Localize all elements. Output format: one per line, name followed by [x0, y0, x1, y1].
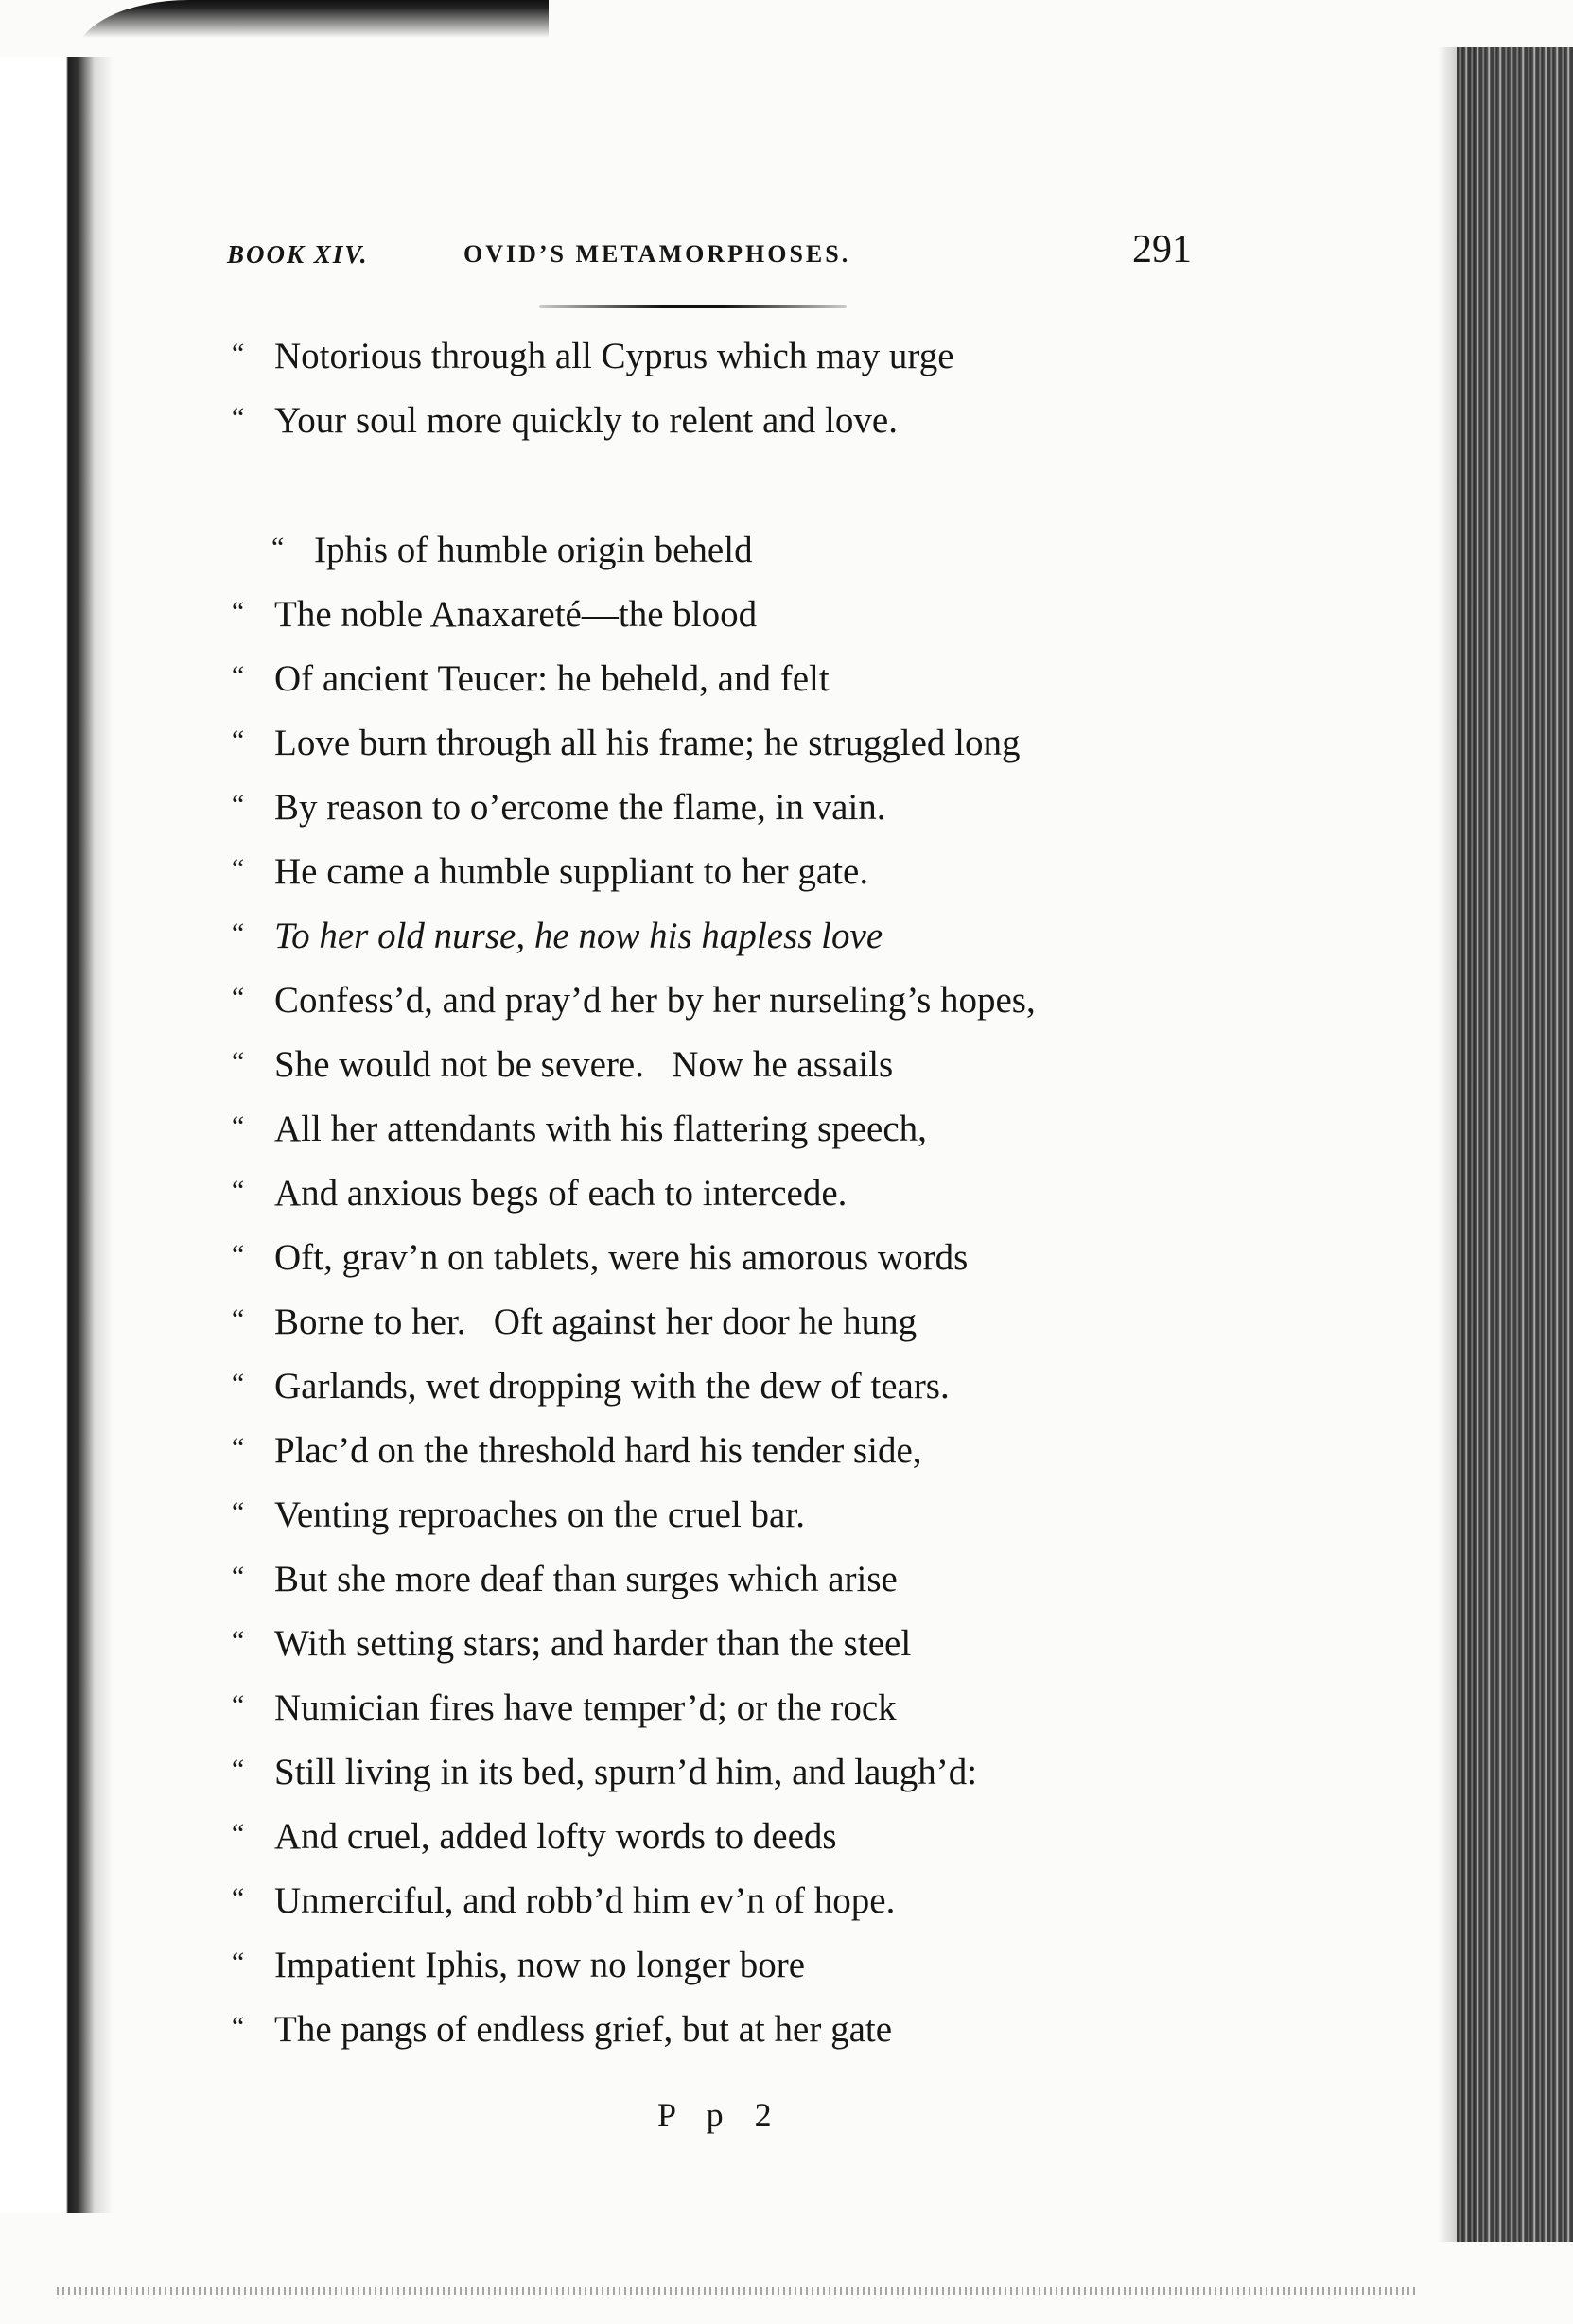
- quote-mark: “: [232, 1046, 245, 1077]
- verse-line: “ All her attendants with his flattering speech,: [232, 1104, 927, 1152]
- verse-line: “ Love burn through all his frame; he struggled long: [232, 718, 1021, 766]
- verse-line: “ Of ancient Teucer: he beheld, and felt: [232, 654, 830, 702]
- quote-mark: “: [232, 853, 245, 884]
- scan-shadow-left: [0, 57, 114, 2213]
- verse-line: “ Confess’d, and pray’d her by her nurseling’s hopes,: [232, 975, 1036, 1023]
- verse-line: “ Numician fires have temper’d; or the rock: [232, 1683, 897, 1731]
- verse-line: “ With setting stars; and harder than the steel: [232, 1618, 911, 1667]
- quote-mark: “: [232, 1175, 245, 1206]
- quote-mark: “: [232, 789, 245, 820]
- quote-mark: “: [232, 2011, 245, 2042]
- verse-line: “ Iphis of humble origin beheld: [271, 525, 753, 573]
- bottom-scan-noise: [57, 2287, 1419, 2295]
- quote-mark: “: [232, 596, 245, 627]
- verse-line: “ Borne to her. Oft against her door he hung: [232, 1297, 917, 1345]
- verse-line: “ Notorious through all Cyprus which may urge: [232, 331, 954, 379]
- quote-mark: “: [232, 1432, 245, 1463]
- quote-mark: “: [232, 1689, 245, 1721]
- book-label: BOOK XIV.: [227, 240, 369, 269]
- verse-line: “ She would not be severe. Now he assails: [232, 1040, 893, 1088]
- quote-mark: “: [232, 1818, 245, 1849]
- quote-mark: “: [232, 338, 245, 369]
- quote-mark: “: [232, 660, 245, 691]
- verse-line: “ But she more deaf than surges which arise: [232, 1554, 898, 1602]
- verse-line: “ And anxious begs of each to intercede.: [232, 1168, 847, 1216]
- verse-line: “ To her old nurse, he now his hapless love: [232, 911, 883, 959]
- verse-line: “ He came a humble suppliant to her gate.: [232, 847, 868, 895]
- quote-mark: “: [232, 1239, 245, 1270]
- printer-signature: P p 2: [657, 2096, 783, 2134]
- verse-line: “ Oft, grav’n on tablets, were his amorous words: [232, 1232, 968, 1281]
- quote-mark: “: [232, 1625, 245, 1656]
- quote-mark: “: [232, 1110, 245, 1142]
- quote-mark: “: [232, 982, 245, 1013]
- quote-mark: “: [232, 1947, 245, 1978]
- verse-line: “ The pangs of endless grief, but at her gate: [232, 2004, 892, 2053]
- verse-line: “ And cruel, added lofty words to deeds: [232, 1811, 837, 1860]
- quote-mark: “: [232, 1496, 245, 1528]
- quote-mark: “: [232, 1368, 245, 1399]
- running-head: [227, 227, 1192, 284]
- verse-line: “ Impatient Iphis, now no longer bore: [232, 1940, 805, 1988]
- quote-mark: “: [232, 1754, 245, 1785]
- scan-shadow-top: [76, 0, 549, 57]
- verse-line: “ The noble Anaxareté—the blood: [232, 589, 757, 638]
- book-binding-shadow: [1457, 47, 1573, 2242]
- verse-line: “ Garlands, wet dropping with the dew of tears.: [232, 1361, 950, 1409]
- verse-line: “ Plac’d on the threshold hard his tender side,: [232, 1425, 922, 1474]
- quote-mark: “: [271, 532, 285, 563]
- quote-mark: “: [232, 1303, 245, 1335]
- work-title: OVID’S METAMORPHOSES.: [463, 240, 851, 268]
- verse-line: “ Your soul more quickly to relent and love.: [232, 395, 898, 444]
- page-number: 291: [1132, 228, 1192, 271]
- quote-mark: “: [232, 725, 245, 756]
- quote-mark: “: [232, 1561, 245, 1592]
- quote-mark: “: [232, 402, 245, 433]
- verse-line: “ By reason to o’ercome the flame, in vain.: [232, 782, 886, 830]
- verse-line: “ Unmerciful, and robb’d him ev’n of hope.: [232, 1876, 895, 1924]
- verse-line: “ Still living in its bed, spurn’d him, and laugh’d:: [232, 1747, 977, 1795]
- quote-mark: “: [232, 1882, 245, 1913]
- header-rule: [539, 305, 847, 308]
- verse-line: “ Venting reproaches on the cruel bar.: [232, 1490, 805, 1538]
- quote-mark: “: [232, 917, 245, 949]
